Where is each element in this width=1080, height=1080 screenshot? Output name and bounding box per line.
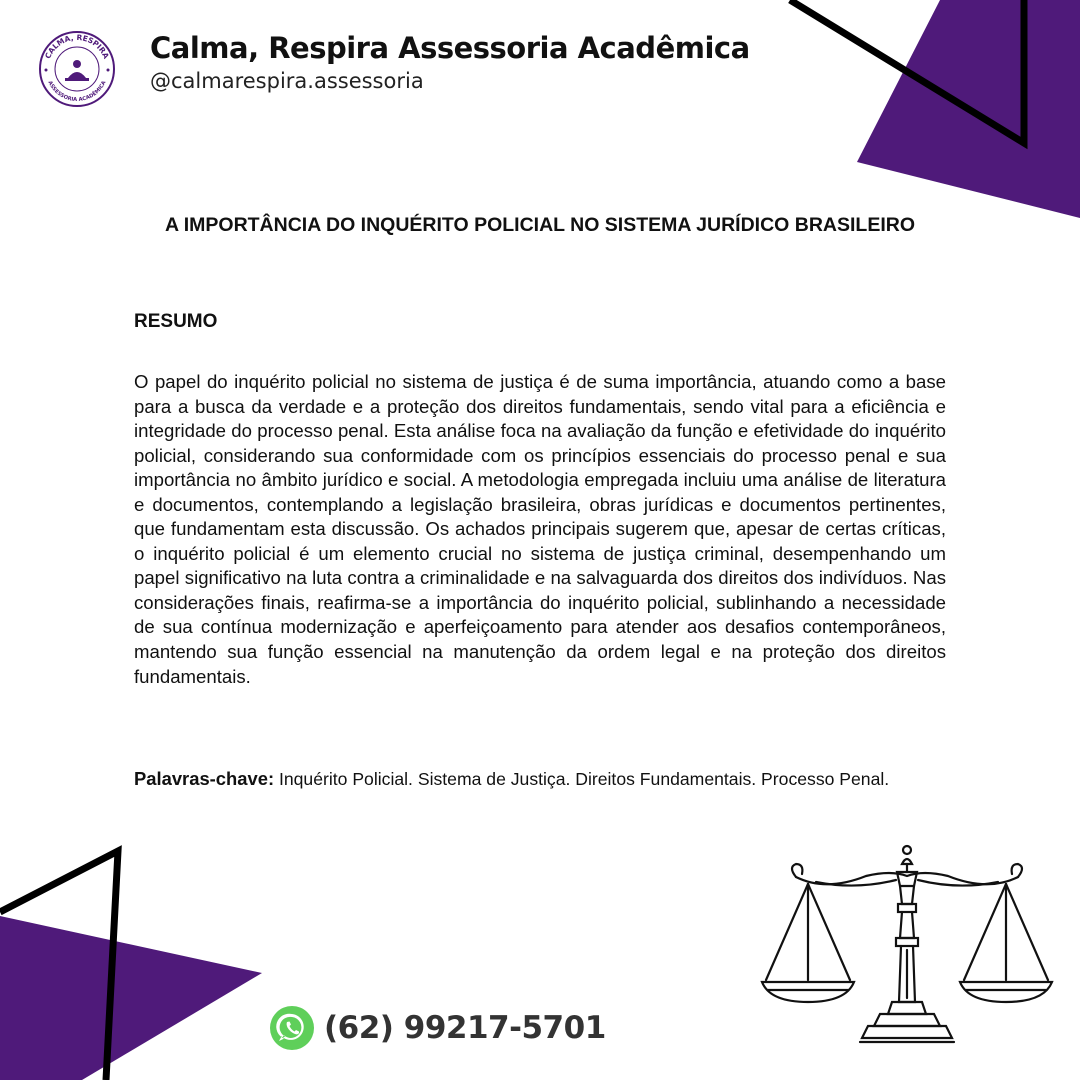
brand-logo — [38, 30, 116, 108]
abstract-heading: RESUMO — [134, 311, 218, 332]
bottom-left-purple-triangle — [0, 916, 262, 1080]
svg-text:CALMA, RESPIRA: CALMA, RESPIRA — [43, 32, 111, 61]
brand-header — [150, 30, 750, 96]
whatsapp-icon — [268, 1004, 316, 1052]
social-handle: @calmarespira.assessoria — [150, 69, 424, 93]
svg-text:ASSESSORIA ACADÊMICA: ASSESSORIA ACADÊMICA — [46, 80, 108, 104]
phone-number[interactable]: (62) 99217-5701 — [324, 1010, 606, 1046]
keywords-label: Palavras-chave: — [134, 768, 275, 789]
scales-of-justice-icon — [756, 842, 1058, 1054]
contact-phone[interactable] — [268, 1003, 606, 1053]
abstract-text: O papel do inquérito policial no sistema de justiça é de suma importância, atuando como a base para a busca da verdade e a proteção dos direitos fundamentais, sendo vital para a eficiência e integridade do processo penal. Esta análise foca na avaliação da função e efetividade do inquérito policial, considerando sua conformidade com os princípios essenciais do processo penal e sua importância no âmbito jurídico e social. A metodologia empregada incluiu uma análise de literatura e documentos, contemplando a legislação brasileira, obras jurídicas e documentos pertinentes, que fundamentam esta discussão. Os achados principais sugerem que, apesar de certas críticas, o inquérito policial é um elemento crucial no sistema de justiça criminal, desempenhando um papel significativo na luta contra a criminalidade e na salvaguarda dos direitos dos indivíduos. Nas considerações finais, reafirma-se a importância do inquérito policial, sublinhando a necessidade de sua contínua modernização e aperfeiçoamento para atender aos desafios contemporâneos, mantendo sua função essencial na manutenção da ordem legal e na proteção dos direitos fundamentais. — [134, 371, 946, 687]
document-title: A IMPORTÂNCIA DO INQUÉRITO POLICIAL NO SISTEMA JURÍDICO BRASILEIRO — [164, 214, 916, 236]
brand-name: Calma, Respira Assessoria Acadêmica — [150, 31, 750, 65]
keywords-text: Inquérito Policial. Sistema de Justiça. Direitos Fundamentais. Processo Penal. — [278, 769, 890, 789]
keywords — [134, 768, 946, 790]
